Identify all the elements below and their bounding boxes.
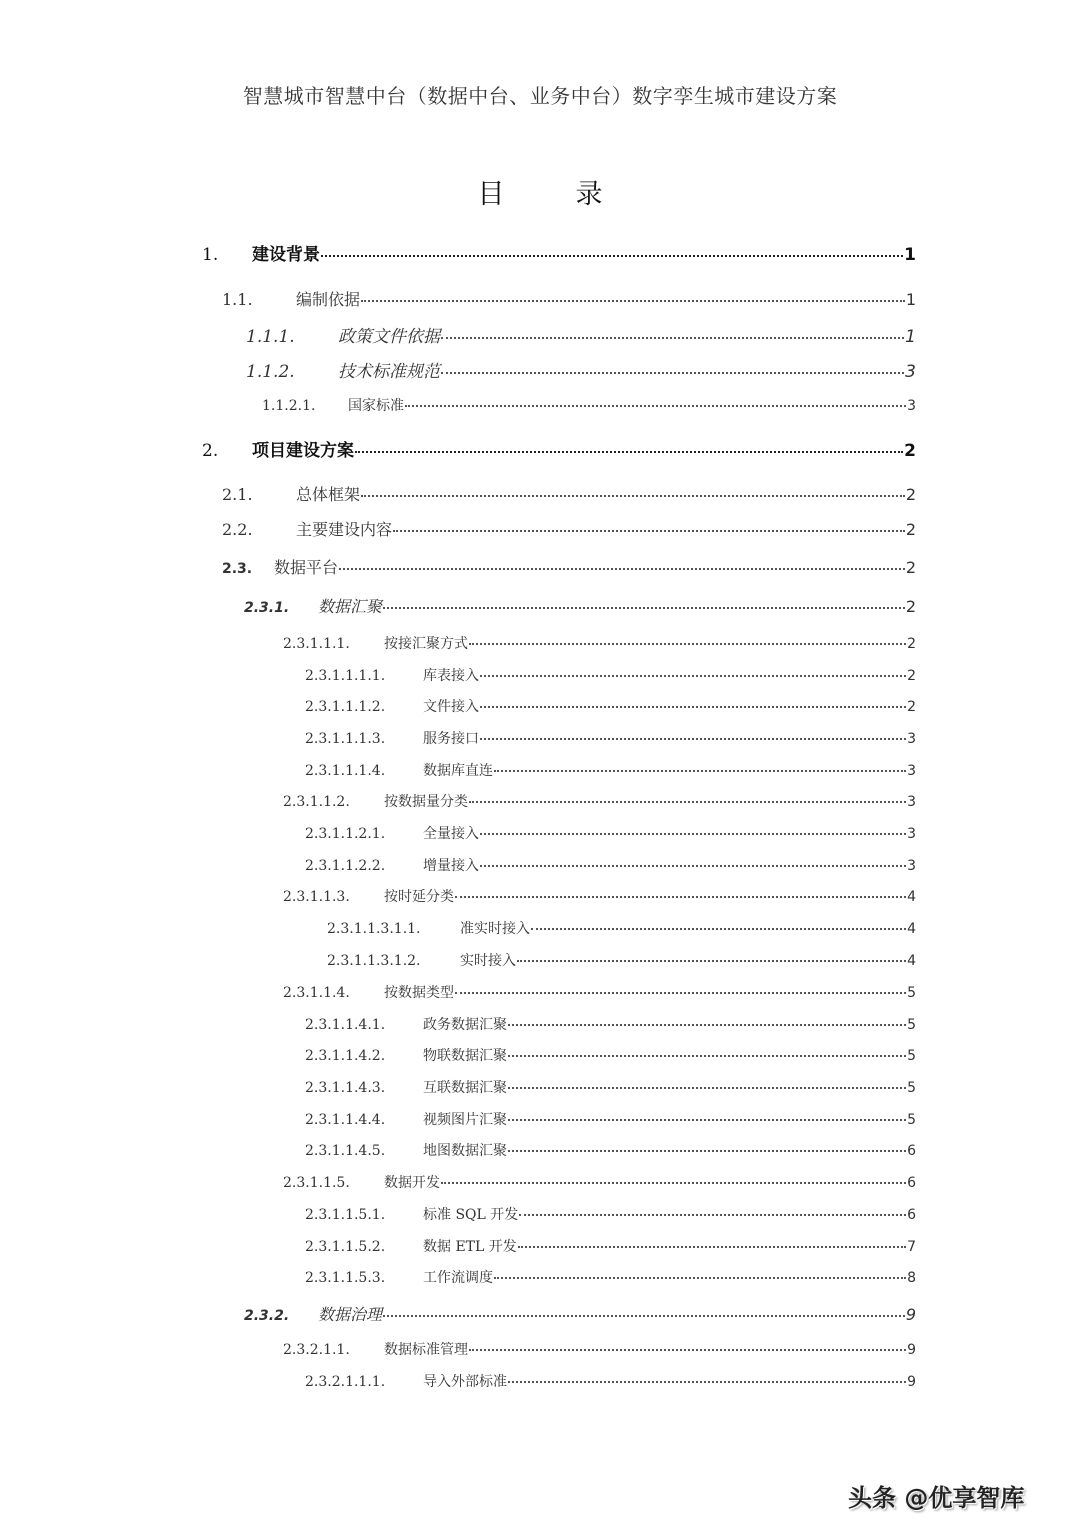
toc-entry-number: 2.1. [222,485,253,504]
toc-entry-title: 物联数据汇聚 [423,1048,507,1064]
toc-entry-title: 国家标准 [348,398,404,414]
toc-entry-number: 1.1. [222,290,253,309]
dot-leader [480,706,906,708]
toc-entry-title: 互联数据汇聚 [423,1080,507,1096]
toc-entry-number: 2.3.1.1.4.5. [305,1143,386,1159]
toc-entry[interactable] [305,1045,916,1065]
dot-leader [355,451,903,453]
dot-leader [441,337,904,339]
toc-entry-title: 数据平台 [274,558,339,577]
toc-entry-number: 2.3.1.1.5.2. [305,1239,386,1255]
toc-entry-title: 视频图片汇聚 [423,1112,507,1128]
toc-entry-page: 5 [907,1112,916,1128]
toc-title: 目 录 [477,179,625,210]
toc-entry[interactable] [222,287,916,310]
toc-entry-page: 8 [907,1270,916,1286]
toc-entry-title: 数据 ETL 开发 [423,1239,517,1255]
toc-entry[interactable] [222,482,916,505]
toc-entry-title: 地图数据汇聚 [423,1143,507,1159]
toc-entry-page: 2 [905,520,916,539]
toc-entry-page: 5 [907,1048,916,1064]
toc-entry-title: 导入外部标准 [423,1374,507,1390]
toc-entry-page: 1 [904,245,916,265]
toc-entry[interactable] [244,1302,916,1325]
dot-leader [393,530,905,532]
toc-entry-page: 3 [907,794,916,810]
toc-entry-page: 3 [907,763,916,779]
toc-entry-title: 总体框架 [296,485,361,504]
toc-entry-number: 1. [202,245,219,265]
toc-entry-title: 按接汇聚方式 [384,636,468,652]
toc-entry-title: 政务数据汇聚 [423,1017,507,1033]
watermark: 头条 @优享智库 [848,1484,1025,1512]
toc-entry[interactable] [283,1339,916,1359]
toc-entry[interactable] [305,1204,916,1224]
dot-leader [508,1150,906,1152]
dot-leader [441,1182,906,1184]
toc-entry[interactable] [305,823,916,843]
toc-entry-number: 2.3.2.1.1. [283,1342,350,1358]
toc-entry-page: 3 [905,362,916,382]
toc-entry-number: 2. [202,441,219,461]
toc-entry-page: 1 [905,327,916,347]
toc-entry[interactable] [305,1077,916,1097]
toc-entry-page: 5 [907,1080,916,1096]
toc-entry[interactable] [202,240,916,265]
toc-entry-page: 5 [907,1017,916,1033]
toc-entry-page: 3 [907,858,916,874]
dot-leader [321,255,903,257]
toc-entry-page: 5 [907,985,916,1001]
dot-leader [383,607,905,609]
dot-leader [480,833,906,835]
toc-entry-number: 2.3.1.1.1.1. [305,668,386,684]
toc-entry-number: 2.3.1.1.4. [283,985,350,1001]
toc-entry[interactable] [305,728,916,748]
toc-entry-title: 政策文件依据 [338,327,440,347]
dot-leader [469,801,906,803]
toc-entry[interactable] [202,436,916,461]
toc-entry-page: 9 [905,1305,916,1324]
toc-entry-page: 6 [907,1143,916,1159]
toc-entry-title: 增量接入 [423,858,479,874]
toc-entry-number: 2.3.1.1.3.1.2. [327,953,421,969]
toc-entry[interactable] [305,696,916,716]
dot-leader [383,1315,905,1317]
dot-leader [480,675,906,677]
toc-entry-number: 2.3.1.1.4.4. [305,1112,386,1128]
toc-entry[interactable] [262,395,916,415]
dot-leader [339,568,905,570]
toc-entry[interactable] [246,322,916,347]
toc-entry[interactable] [305,1267,916,1287]
toc-entry-page: 2 [907,699,916,715]
toc-entry-number: 2.3.1.1.5.1. [305,1207,386,1223]
toc-entry-page: 4 [907,953,916,969]
toc-entry-number: 2.3.1.1.4.2. [305,1048,386,1064]
toc-entry[interactable] [305,760,916,780]
toc-entry-number: 2.3.2.1.1.1. [305,1374,386,1390]
toc-entry-title: 准实时接入 [460,921,530,937]
dot-leader [480,865,906,867]
toc-entry-page: 9 [907,1342,916,1358]
dot-leader [508,1381,906,1383]
toc-entry-title: 编制依据 [296,290,361,309]
toc-entry-page: 6 [907,1207,916,1223]
toc-entry-title: 服务接口 [423,731,479,747]
toc-entry-number: 1.1.2.1. [262,398,316,414]
dot-leader [494,1277,906,1279]
toc-entry-title: 实时接入 [460,953,516,969]
toc-entry-page: 7 [907,1239,916,1255]
toc-entry[interactable] [305,1371,916,1391]
dot-leader [531,928,906,930]
toc-entry-number: 2.3.1.1.3. [283,889,350,905]
document-header: 智慧城市智慧中台（数据中台、业务中台）数字孪生城市建设方案 [242,84,838,108]
dot-leader [469,1349,906,1351]
toc-entry[interactable] [283,791,916,811]
toc-entry-title: 数据治理 [318,1305,383,1324]
toc-entry[interactable] [305,1140,916,1160]
toc-entry-page: 1 [905,290,916,309]
toc-entry[interactable] [305,1014,916,1034]
toc-entry-number: 2.3.1.1.1.4. [305,763,386,779]
toc-entry-page: 6 [907,1175,916,1191]
toc-entry-page: 3 [907,398,916,414]
dot-leader [494,770,906,772]
toc-entry-title: 技术标准规范 [338,362,440,382]
toc-entry-title: 数据开发 [384,1175,440,1191]
toc-entry-number: 2.3.1.1.1. [283,636,350,652]
dot-leader [508,1119,906,1121]
toc-entry-number: 2.3. [222,561,253,577]
dot-leader [441,372,904,374]
toc-entry-number: 2.3.1.1.2.1. [305,826,386,842]
dot-leader [508,1055,906,1057]
toc-entry-number: 2.3.1.1.3.1.1. [327,921,421,937]
toc-entry-number: 2.3.1.1.2.2. [305,858,386,874]
toc-entry-title: 库表接入 [423,668,479,684]
toc-entry-number: 2.2. [222,520,253,539]
toc-entry-page: 2 [907,668,916,684]
dot-leader [455,992,906,994]
toc-entry-number: 2.3.1.1.5.3. [305,1270,386,1286]
toc-entry-title: 数据汇聚 [318,597,383,616]
toc-entry[interactable] [305,1236,916,1256]
dot-leader [469,643,906,645]
toc-entry[interactable] [327,918,916,938]
dot-leader [518,1246,906,1248]
dot-leader [455,896,906,898]
toc-entry[interactable] [283,633,916,653]
toc-entry-number: 1.1.2. [246,362,295,382]
toc-entry-page: 2 [905,485,916,504]
toc-entry-page: 3 [907,731,916,747]
toc-entry-title: 标准 SQL 开发 [423,1207,519,1223]
dot-leader [517,960,906,962]
dot-leader [508,1087,906,1089]
toc-entry-number: 1.1.1. [246,327,295,347]
toc-entry-number: 2.3.1.1.5. [283,1175,350,1191]
toc-entry-page: 4 [907,889,916,905]
toc-entry-title: 项目建设方案 [252,441,354,461]
toc-entry[interactable] [283,1172,916,1192]
toc-entry-page: 2 [907,636,916,652]
toc-entry-number: 2.3.1.1.1.3. [305,731,386,747]
toc-entry-page: 9 [907,1374,916,1390]
toc-entry[interactable] [305,855,916,875]
toc-entry-title: 数据库直连 [423,763,493,779]
toc-entry-title: 建设背景 [252,245,320,265]
toc-entry[interactable] [222,517,916,540]
dot-leader [405,405,906,407]
toc-entry-title: 数据标准管理 [384,1342,468,1358]
toc-entry[interactable] [305,665,916,685]
toc-entry[interactable] [246,357,916,382]
toc-entry[interactable] [222,555,916,578]
dot-leader [519,1214,906,1216]
toc-entry-number: 2.3.1.1.4.3. [305,1080,386,1096]
dot-leader [508,1024,906,1026]
toc-entry[interactable] [327,950,916,970]
toc-entry-title: 按数据量分类 [384,794,468,810]
toc-entry-number: 2.3.1.1.4.1. [305,1017,386,1033]
dot-leader [480,738,906,740]
toc-entry[interactable] [283,982,916,1002]
toc-entry-number: 2.3.1.1.2. [283,794,350,810]
toc-entry-page: 3 [907,826,916,842]
toc-entry-title: 主要建设内容 [296,520,393,539]
dot-leader [361,495,905,497]
toc-entry[interactable] [283,886,916,906]
toc-entry-number: 2.3.2. [244,1308,290,1324]
toc-entry-title: 全量接入 [423,826,479,842]
toc-entry-number: 2.3.1.1.1.2. [305,699,386,715]
toc-entry-title: 按时延分类 [384,889,454,905]
toc-entry-title: 文件接入 [423,699,479,715]
toc-entry-number: 2.3.1. [244,600,290,616]
dot-leader [361,300,905,302]
toc-entry-page: 2 [904,441,916,461]
toc-entry-page: 2 [905,558,916,577]
toc-entry-page: 4 [907,921,916,937]
toc-entry-page: 2 [905,597,916,616]
toc-entry-title: 工作流调度 [423,1270,493,1286]
toc-entry[interactable] [305,1109,916,1129]
toc-entry-title: 按数据类型 [384,985,454,1001]
toc-entry[interactable] [244,594,916,617]
